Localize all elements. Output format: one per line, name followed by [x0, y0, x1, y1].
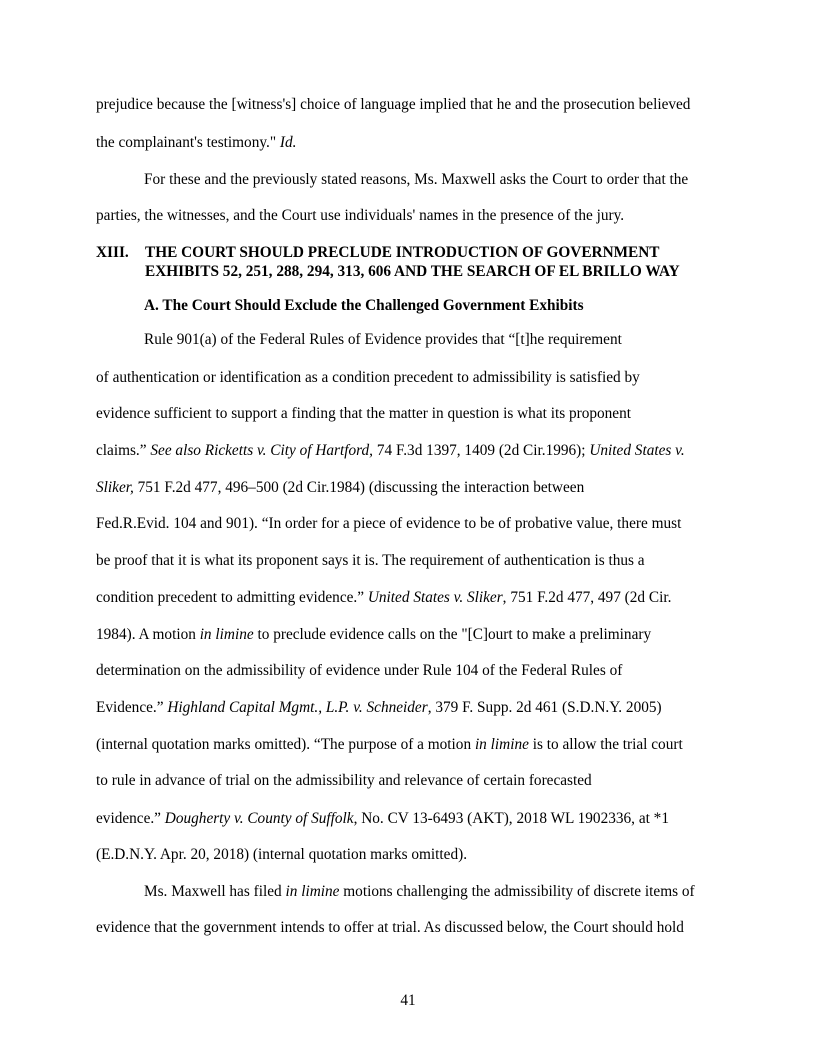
text-line: Fed.R.Evid. 104 and 901). “In order for a piece of evidence to be of probative value, there must [96, 515, 682, 532]
text-line: evidence sufficient to support a finding that the matter in question is what its proponent [96, 405, 631, 422]
text-line: Rule 901(a) of the Federal Rules of Evidence provides that “[t]he requirement [144, 331, 622, 348]
text-line: 1984). A motion in limine to preclude evidence calls on the "[C]ourt to make a preliminary [96, 626, 652, 643]
text-line: to rule in advance of trial on the admissibility and relevance of certain forecasted [96, 772, 592, 789]
section-heading-line: EXHIBITS 52, 251, 288, 294, 313, 606 AND THE SEARCH OF EL BRILLO WAY [145, 263, 680, 280]
section-heading-line: THE COURT SHOULD PRECLUDE INTRODUCTION OF GOVERNMENT [145, 244, 660, 261]
section-number: XIII. [96, 244, 129, 261]
text-line: Sliker, 751 F.2d 477, 496–500 (2d Cir.1984) (discussing the interaction between [96, 479, 585, 496]
page-number: 41 [400, 992, 416, 1009]
text-line: prejudice because the [witness's] choice of language implied that he and the prosecution believed [96, 96, 691, 113]
text-line: be proof that it is what its proponent says it is. The requirement of authentication is thus a [96, 552, 645, 569]
text-line: (internal quotation marks omitted). “The purpose of a motion in limine is to allow the trial court [96, 736, 683, 753]
text-line: the complainant's testimony." Id. [96, 134, 297, 151]
text-line: Evidence.” Highland Capital Mgmt., L.P. v. Schneider, 379 F. Supp. 2d 461 (S.D.N.Y. 2005) [96, 699, 662, 716]
text-line: parties, the witnesses, and the Court use individuals' names in the presence of the jury. [96, 207, 625, 224]
text-line: claims.” See also Ricketts v. City of Hartford, 74 F.3d 1397, 1409 (2d Cir.1996); United States v. [96, 442, 685, 459]
text-line: determination on the admissibility of evidence under Rule 104 of the Federal Rules of [96, 662, 623, 679]
text-line: condition precedent to admitting evidence.” United States v. Sliker, 751 F.2d 477, 497 (2d Cir. [96, 589, 672, 606]
text-line: evidence.” Dougherty v. County of Suffolk, No. CV 13-6493 (AKT), 2018 WL 1902336, at *1 [96, 810, 669, 827]
text-line: (E.D.N.Y. Apr. 20, 2018) (internal quotation marks omitted). [96, 846, 468, 863]
text-line: of authentication or identification as a condition precedent to admissibility is satisfied by [96, 369, 640, 386]
text-line: evidence that the government intends to offer at trial. As discussed below, the Court should hold [96, 919, 684, 936]
text-line: For these and the previously stated reasons, Ms. Maxwell asks the Court to order that the [144, 171, 689, 188]
subsection-heading: A. The Court Should Exclude the Challenged Government Exhibits [144, 297, 584, 314]
text-line: Ms. Maxwell has filed in limine motions challenging the admissibility of discrete items of [144, 883, 695, 900]
